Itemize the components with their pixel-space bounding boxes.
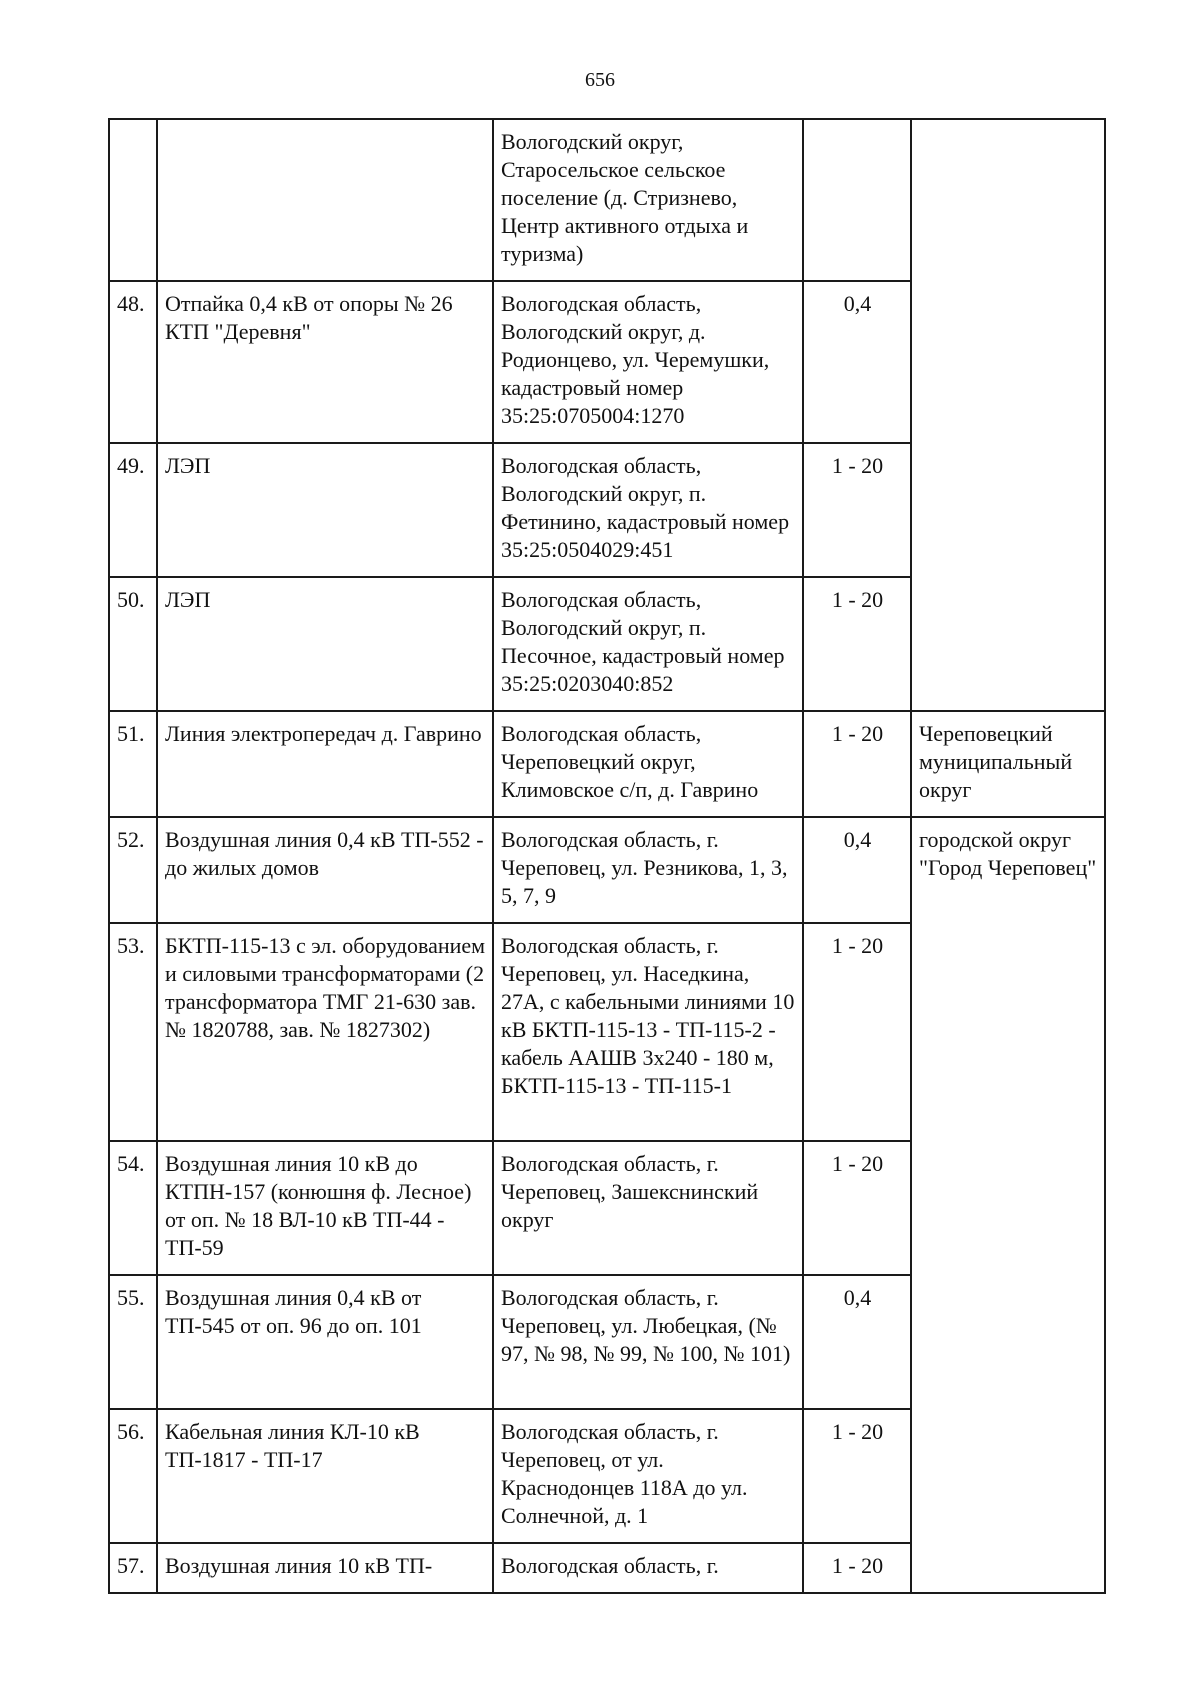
object-name: Воздушная линия 10 кВ до КТПН-157 (конюшня ф. Лесное) от оп. № 18 ВЛ-10 кВ ТП-44 - ТП-59 (157, 1141, 493, 1275)
voltage-class (803, 119, 911, 281)
voltage-class: 1 - 20 (803, 711, 911, 817)
object-address: Вологодская область, г. Череповец, ул. Наседкина, 27А, с кабельными линиями 10 кВ БКТП-115-13 - ТП-115-2 - кабель ААШВ 3х240 - 180 м, БКТП-115-13 - ТП-115-1 (493, 923, 803, 1141)
object-address: Вологодская область, г. Череповец, ул. Резникова, 1, 3, 5, 7, 9 (493, 817, 803, 923)
row-number (109, 119, 157, 281)
object-address: Вологодская область, г. Череповец, от ул. Краснодонцев 118А до ул. Солнечной, д. 1 (493, 1409, 803, 1543)
row-number: 55. (109, 1275, 157, 1409)
object-name: Кабельная линия КЛ-10 кВ ТП-1817 - ТП-17 (157, 1409, 493, 1543)
objects-table (108, 118, 1106, 1594)
object-address: Вологодская область, Вологодский округ, п. Фетинино, кадастровый номер 35:25:0504029:451 (493, 443, 803, 577)
object-address: Вологодская область, г. Череповец, Зашекснинский округ (493, 1141, 803, 1275)
object-name: ЛЭП (157, 577, 493, 711)
row-number: 48. (109, 281, 157, 443)
object-name: Линия электропередач д. Гаврино (157, 711, 493, 817)
voltage-class: 1 - 20 (803, 577, 911, 711)
object-address: Вологодская область, г. Череповец, ул. Любецкая, (№ 97, № 98, № 99, № 100, № 101) (493, 1275, 803, 1409)
object-address: Вологодский округ, Старосельское сельское поселение (д. Стризнево, Центр активного отдыха и туризма) (493, 119, 803, 281)
row-number: 53. (109, 923, 157, 1141)
object-name (157, 119, 493, 281)
voltage-class: 1 - 20 (803, 443, 911, 577)
voltage-class: 1 - 20 (803, 1409, 911, 1543)
row-number: 51. (109, 711, 157, 817)
table-row (109, 711, 1105, 817)
table-row (109, 817, 1105, 923)
municipality-cell: Череповецкий муниципальный округ (911, 711, 1105, 817)
row-number: 52. (109, 817, 157, 923)
row-number: 49. (109, 443, 157, 577)
object-name: Отпайка 0,4 кВ от опоры № 26 КТП "Деревня" (157, 281, 493, 443)
object-address: Вологодская область, Вологодский округ, д. Родионцево, ул. Черемушки, кадастровый номер 35:25:0705004:1270 (493, 281, 803, 443)
object-address: Вологодская область, г. (493, 1543, 803, 1593)
object-name: ЛЭП (157, 443, 493, 577)
voltage-class: 1 - 20 (803, 1141, 911, 1275)
voltage-class: 0,4 (803, 817, 911, 923)
object-name: Воздушная линия 10 кВ ТП- (157, 1543, 493, 1593)
page-number: 656 (585, 69, 615, 91)
object-name: БКТП-115-13 с эл. оборудованием и силовыми трансформаторами (2 трансформатора ТМГ 21-630 зав. № 1820788, зав. № 1827302) (157, 923, 493, 1141)
row-number: 50. (109, 577, 157, 711)
row-number: 54. (109, 1141, 157, 1275)
voltage-class: 0,4 (803, 281, 911, 443)
voltage-class: 0,4 (803, 1275, 911, 1409)
municipality-cell (911, 119, 1105, 711)
object-address: Вологодская область, Череповецкий округ, Климовское с/п, д. Гаврино (493, 711, 803, 817)
row-number: 56. (109, 1409, 157, 1543)
table-row (109, 119, 1105, 281)
municipality-cell: городской округ "Город Череповец" (911, 817, 1105, 1593)
object-address: Вологодская область, Вологодский округ, п. Песочное, кадастровый номер 35:25:0203040:852 (493, 577, 803, 711)
voltage-class: 1 - 20 (803, 923, 911, 1141)
voltage-class: 1 - 20 (803, 1543, 911, 1593)
row-number: 57. (109, 1543, 157, 1593)
object-name: Воздушная линия 0,4 кВ от ТП-545 от оп. 96 до оп. 101 (157, 1275, 493, 1409)
object-name: Воздушная линия 0,4 кВ ТП-552 - до жилых домов (157, 817, 493, 923)
